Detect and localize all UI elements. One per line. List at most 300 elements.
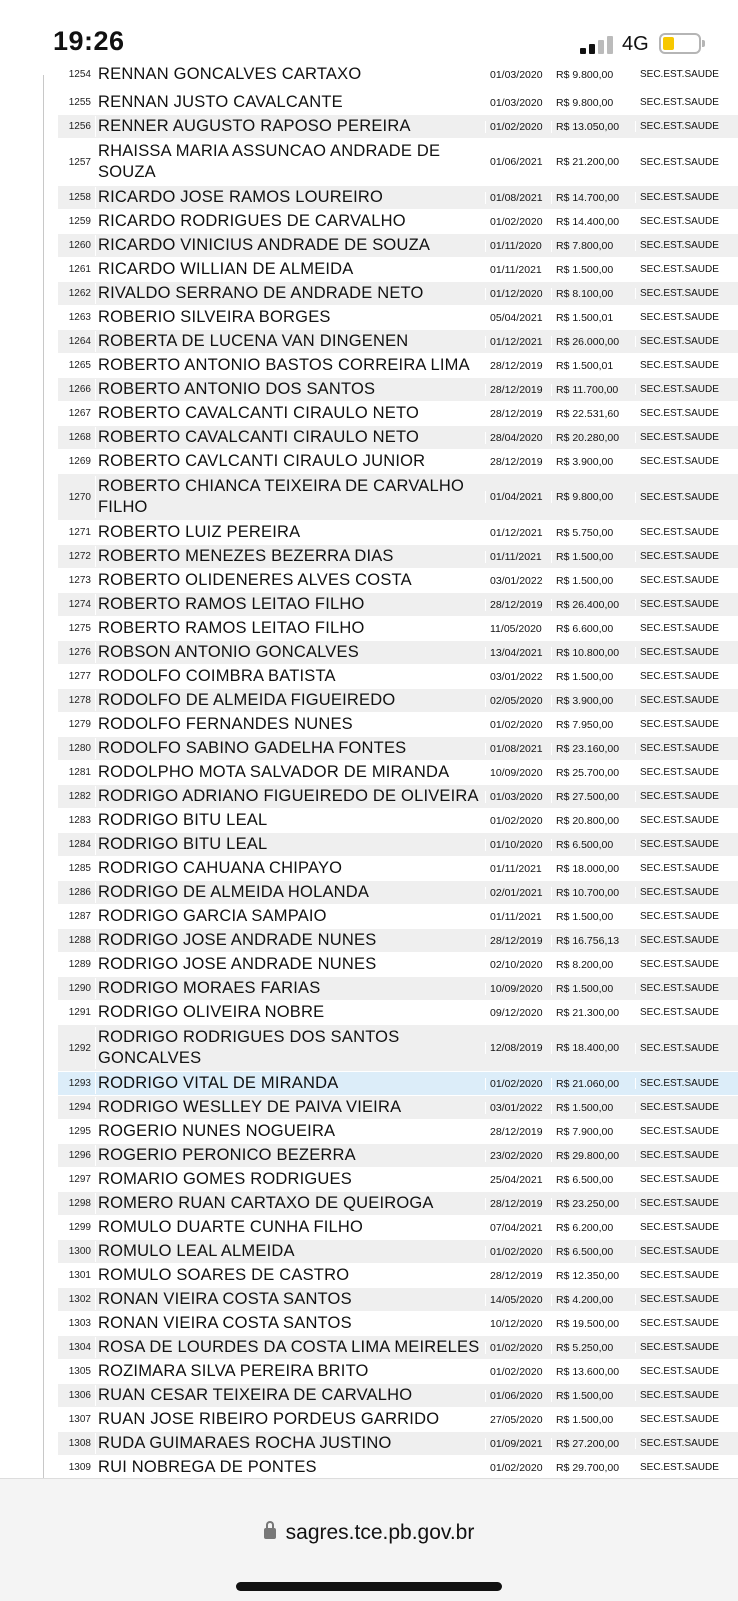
row-name: ROBERTO RAMOS LEITAO FILHO (95, 618, 485, 639)
row-org: SEC.EST.SAUDE (635, 911, 731, 922)
row-value: R$ 1.500,00 (551, 575, 635, 587)
row-value: R$ 1.500,00 (551, 1102, 635, 1114)
row-name: ROGERIO NUNES NOGUEIRA (95, 1121, 485, 1142)
row-value: R$ 12.350,00 (551, 1270, 635, 1282)
table-row[interactable] (58, 1456, 738, 1480)
table-row[interactable] (58, 665, 738, 689)
row-date: 01/11/2020 (485, 240, 551, 252)
row-name: RODOLFO DE ALMEIDA FIGUEIREDO (95, 690, 485, 711)
row-value: R$ 5.250,00 (551, 1342, 635, 1354)
row-name: RODRIGO WESLLEY DE PAIVA VIEIRA (95, 1097, 485, 1118)
row-org: SEC.EST.SAUDE (635, 959, 731, 970)
row-value: R$ 9.800,00 (551, 69, 635, 81)
table-row[interactable] (58, 402, 738, 426)
row-number: 1291 (68, 1007, 91, 1018)
table-row[interactable] (58, 977, 738, 1001)
row-date: 01/02/2020 (485, 1246, 551, 1258)
network-type: 4G (622, 33, 649, 55)
row-org: SEC.EST.SAUDE (635, 551, 731, 562)
row-number: 1268 (68, 432, 91, 443)
table-row[interactable] (58, 641, 738, 665)
row-name: RODRIGO GARCIA SAMPAIO (95, 906, 485, 927)
row-number: 1263 (68, 312, 91, 323)
row-value: R$ 29.700,00 (551, 1462, 635, 1474)
row-date: 09/12/2020 (485, 1007, 551, 1019)
row-value: R$ 1.500,00 (551, 551, 635, 563)
row-number: 1269 (68, 456, 91, 467)
row-number: 1294 (68, 1102, 91, 1113)
row-org: SEC.EST.SAUDE (635, 69, 731, 80)
row-org: SEC.EST.SAUDE (635, 935, 731, 946)
row-number: 1298 (68, 1198, 91, 1209)
row-value: R$ 23.250,00 (551, 1198, 635, 1210)
row-date: 02/01/2021 (485, 887, 551, 899)
row-value: R$ 26.000,00 (551, 336, 635, 348)
address-bar[interactable] (0, 1521, 738, 1545)
row-name: RODRIGO DE ALMEIDA HOLANDA (95, 882, 485, 903)
table-row[interactable] (58, 1264, 738, 1288)
row-value: R$ 1.500,00 (551, 1414, 635, 1426)
row-number: 1305 (68, 1366, 91, 1377)
row-date: 28/12/2019 (485, 1198, 551, 1210)
row-name: RODRIGO BITU LEAL (95, 810, 485, 831)
table-row[interactable] (58, 881, 738, 905)
partial-table-row (58, 65, 738, 91)
table-row[interactable] (58, 1144, 738, 1168)
row-date: 01/02/2020 (485, 815, 551, 827)
row-number: 1288 (68, 935, 91, 946)
row-number: 1264 (68, 336, 91, 347)
row-org: SEC.EST.SAUDE (635, 1198, 731, 1209)
row-org: SEC.EST.SAUDE (635, 623, 731, 634)
row-value: R$ 6.600,00 (551, 623, 635, 635)
row-number: 1309 (68, 1462, 91, 1473)
row-org: SEC.EST.SAUDE (635, 432, 731, 443)
table-row[interactable] (58, 905, 738, 929)
row-date: 01/02/2020 (485, 1366, 551, 1378)
table-row[interactable] (58, 306, 738, 330)
row-value: R$ 27.200,00 (551, 1438, 635, 1450)
row-name: RICARDO RODRIGUES DE CARVALHO (95, 211, 485, 232)
row-name: ROZIMARA SILVA PEREIRA BRITO (95, 1361, 485, 1382)
row-date: 07/04/2021 (485, 1222, 551, 1234)
row-date: 01/06/2021 (485, 156, 551, 168)
row-name: RUDA GUIMARAES ROCHA JUSTINO (95, 1433, 485, 1454)
row-name: RICARDO JOSE RAMOS LOUREIRO (95, 187, 485, 208)
row-org: SEC.EST.SAUDE (635, 1414, 731, 1425)
row-org: SEC.EST.SAUDE (635, 121, 731, 132)
row-org: SEC.EST.SAUDE (635, 408, 731, 419)
row-value: R$ 9.800,00 (551, 491, 635, 503)
row-value: R$ 7.900,00 (551, 1126, 635, 1138)
row-name: RODRIGO VITAL DE MIRANDA (95, 1073, 485, 1094)
row-date: 01/02/2020 (485, 121, 551, 133)
row-name: ROBERTO LUIZ PEREIRA (95, 522, 485, 543)
row-name: ROBERTO MENEZES BEZERRA DIAS (95, 546, 485, 567)
row-org: SEC.EST.SAUDE (635, 157, 731, 168)
row-date: 01/02/2020 (485, 1078, 551, 1090)
row-value: R$ 7.950,00 (551, 719, 635, 731)
row-value: R$ 3.900,00 (551, 695, 635, 707)
row-value: R$ 4.200,00 (551, 1294, 635, 1306)
row-date: 01/02/2020 (485, 719, 551, 731)
row-number: 1262 (68, 288, 91, 299)
row-date: 03/01/2022 (485, 671, 551, 683)
row-number: 1307 (68, 1414, 91, 1425)
table-row[interactable] (58, 689, 738, 713)
row-date: 03/01/2022 (485, 575, 551, 587)
row-number: 1306 (68, 1390, 91, 1401)
row-number: 1275 (68, 623, 91, 634)
row-org: SEC.EST.SAUDE (635, 492, 731, 503)
row-org: SEC.EST.SAUDE (635, 719, 731, 730)
row-number: 1297 (68, 1174, 91, 1185)
row-date: 01/02/2020 (485, 216, 551, 228)
row-org: SEC.EST.SAUDE (635, 288, 731, 299)
table-row[interactable] (58, 1240, 738, 1264)
row-org: SEC.EST.SAUDE (635, 791, 731, 802)
row-value: R$ 21.060,00 (551, 1078, 635, 1090)
row-value: R$ 1.500,00 (551, 983, 635, 995)
row-org: SEC.EST.SAUDE (635, 1462, 731, 1473)
table-row[interactable] (58, 1072, 738, 1096)
row-name: RODRIGO OLIVEIRA NOBRE (95, 1002, 485, 1023)
row-number: 1274 (68, 599, 91, 610)
table-row[interactable] (58, 378, 738, 402)
row-value: R$ 1.500,00 (551, 911, 635, 923)
row-org: SEC.EST.SAUDE (635, 1366, 731, 1377)
row-org: SEC.EST.SAUDE (635, 1078, 731, 1089)
row-org: SEC.EST.SAUDE (635, 1294, 731, 1305)
row-name: RODRIGO ADRIANO FIGUEIREDO DE OLIVEIRA (95, 786, 485, 807)
signal-strength-icon (580, 34, 616, 54)
row-value: R$ 21.200,00 (551, 156, 635, 168)
row-name: ROBERTA DE LUCENA VAN DINGENEN (95, 331, 485, 352)
row-value: R$ 19.500,00 (551, 1318, 635, 1330)
row-date: 14/05/2020 (485, 1294, 551, 1306)
table-row[interactable] (58, 1001, 738, 1025)
salary-table (58, 65, 738, 1504)
row-name: ROBERTO ANTONIO DOS SANTOS (95, 379, 485, 400)
row-org: SEC.EST.SAUDE (635, 1246, 731, 1257)
row-value: R$ 25.700,00 (551, 767, 635, 779)
row-org: SEC.EST.SAUDE (635, 456, 731, 467)
table-row[interactable] (58, 953, 738, 977)
row-value: R$ 14.700,00 (551, 192, 635, 204)
table-row[interactable] (58, 929, 738, 953)
row-value: R$ 1.500,00 (551, 1390, 635, 1402)
table-row[interactable] (58, 713, 738, 737)
row-org: SEC.EST.SAUDE (635, 1270, 731, 1281)
table-row[interactable] (58, 1168, 738, 1192)
row-value: R$ 11.700,00 (551, 384, 635, 396)
lock-icon (264, 1528, 276, 1539)
row-name: ROBERTO CAVALCANTI CIRAULO NETO (95, 427, 485, 448)
row-org: SEC.EST.SAUDE (635, 647, 731, 658)
row-value: R$ 23.160,00 (551, 743, 635, 755)
row-value: R$ 6.500,00 (551, 839, 635, 851)
row-value: R$ 13.050,00 (551, 121, 635, 133)
row-org: SEC.EST.SAUDE (635, 1342, 731, 1353)
row-value: R$ 18.000,00 (551, 863, 635, 875)
row-number: 1267 (68, 408, 91, 419)
row-number: 1292 (68, 1042, 91, 1054)
row-number: 1271 (68, 527, 91, 538)
row-value: R$ 10.700,00 (551, 887, 635, 899)
row-org: SEC.EST.SAUDE (635, 264, 731, 275)
row-value: R$ 13.600,00 (551, 1366, 635, 1378)
row-date: 12/08/2019 (485, 1042, 551, 1054)
table-row[interactable] (58, 1432, 738, 1456)
row-number: 1287 (68, 911, 91, 922)
row-number: 1281 (68, 767, 91, 778)
row-number: 1299 (68, 1222, 91, 1233)
row-date: 01/03/2020 (485, 69, 551, 81)
row-date: 28/12/2019 (485, 456, 551, 468)
row-name: RODRIGO JOSE ANDRADE NUNES (95, 954, 485, 975)
row-number: 1308 (68, 1438, 91, 1449)
row-number: 1284 (68, 839, 91, 850)
row-number: 1266 (68, 384, 91, 395)
row-name: ROMERO RUAN CARTAXO DE QUEIROGA (95, 1193, 485, 1214)
row-org: SEC.EST.SAUDE (635, 1102, 731, 1113)
row-date: 01/11/2021 (485, 863, 551, 875)
row-number: 1296 (68, 1150, 91, 1161)
row-org: SEC.EST.SAUDE (635, 360, 731, 371)
row-date: 01/03/2020 (485, 791, 551, 803)
table-row[interactable] (58, 234, 738, 258)
table-row[interactable] (58, 1192, 738, 1216)
row-date: 02/10/2020 (485, 959, 551, 971)
row-value: R$ 1.500,00 (551, 671, 635, 683)
row-org: SEC.EST.SAUDE (635, 1150, 731, 1161)
row-name: RONAN VIEIRA COSTA SANTOS (95, 1313, 485, 1334)
row-org: SEC.EST.SAUDE (635, 1043, 731, 1054)
row-name: ROBERTO ANTONIO BASTOS CORREIRA LIMA (95, 355, 485, 376)
row-org: SEC.EST.SAUDE (635, 743, 731, 754)
table-row[interactable] (58, 282, 738, 306)
table-row[interactable] (58, 569, 738, 593)
row-number: 1303 (68, 1318, 91, 1329)
table-row[interactable] (58, 1360, 738, 1384)
row-number: 1273 (68, 575, 91, 586)
table-row[interactable] (58, 1312, 738, 1336)
row-date: 11/05/2020 (485, 623, 551, 635)
row-number: 1272 (68, 551, 91, 562)
row-name: RICARDO VINICIUS ANDRADE DE SOUZA (95, 235, 485, 256)
row-date: 10/09/2020 (485, 983, 551, 995)
row-name: RHAISSA MARIA ASSUNCAO ANDRADE DE SOUZA (95, 141, 485, 183)
row-name: ROMARIO GOMES RODRIGUES (95, 1169, 485, 1190)
table-row[interactable] (58, 737, 738, 761)
table-row[interactable] (58, 210, 738, 234)
row-value: R$ 5.750,00 (551, 527, 635, 539)
status-time: 19:26 (53, 26, 125, 56)
row-number: 1279 (68, 719, 91, 730)
table-row[interactable] (58, 1408, 738, 1432)
table-row[interactable] (58, 330, 738, 354)
row-value: R$ 21.300,00 (551, 1007, 635, 1019)
table-row[interactable] (58, 1336, 738, 1360)
row-value: R$ 22.531,60 (551, 408, 635, 420)
row-date: 13/04/2021 (485, 647, 551, 659)
row-org: SEC.EST.SAUDE (635, 839, 731, 850)
row-value: R$ 8.200,00 (551, 959, 635, 971)
row-date: 01/12/2020 (485, 288, 551, 300)
table-row[interactable] (58, 1384, 738, 1408)
row-number: 1286 (68, 887, 91, 898)
row-org: SEC.EST.SAUDE (635, 527, 731, 538)
table-row[interactable] (58, 1096, 738, 1120)
row-value: R$ 1.500,01 (551, 360, 635, 372)
table-row[interactable] (58, 426, 738, 450)
row-name: RENNAN JUSTO CAVALCANTE (95, 92, 485, 113)
row-number: 1283 (68, 815, 91, 826)
row-number: 1301 (68, 1270, 91, 1281)
row-org: SEC.EST.SAUDE (635, 983, 731, 994)
row-name: RIVALDO SERRANO DE ANDRADE NETO (95, 283, 485, 304)
table-row[interactable] (58, 474, 738, 521)
row-name: RUAN JOSE RIBEIRO PORDEUS GARRIDO (95, 1409, 485, 1430)
row-org: SEC.EST.SAUDE (635, 671, 731, 682)
row-date: 23/02/2020 (485, 1150, 551, 1162)
row-name: ROBERTO CHIANCA TEIXEIRA DE CARVALHO FILHO (95, 476, 485, 518)
battery-icon (659, 33, 701, 54)
row-number: 1259 (68, 216, 91, 227)
row-date: 25/04/2021 (485, 1174, 551, 1186)
row-date: 01/04/2021 (485, 491, 551, 503)
table-row[interactable] (58, 1288, 738, 1312)
table-row[interactable] (58, 139, 738, 186)
row-value: R$ 29.800,00 (551, 1150, 635, 1162)
row-number: 1277 (68, 671, 91, 682)
row-number: 1276 (68, 647, 91, 658)
table-row[interactable] (58, 617, 738, 641)
table-row[interactable] (58, 354, 738, 378)
row-org: SEC.EST.SAUDE (635, 1007, 731, 1018)
row-value: R$ 6.200,00 (551, 1222, 635, 1234)
row-number: 1289 (68, 959, 91, 970)
row-name: RODRIGO MORAES FARIAS (95, 978, 485, 999)
row-org: SEC.EST.SAUDE (635, 1222, 731, 1233)
row-number: 1256 (68, 121, 91, 132)
row-value: R$ 3.900,00 (551, 456, 635, 468)
table-row[interactable] (58, 857, 738, 881)
home-indicator[interactable] (236, 1582, 502, 1591)
table-frame-line (43, 75, 44, 1500)
table-row[interactable] (58, 1120, 738, 1144)
table-row[interactable] (58, 258, 738, 282)
row-date: 01/02/2020 (485, 1462, 551, 1474)
row-number: 1300 (68, 1246, 91, 1257)
row-name: ROMULO DUARTE CUNHA FILHO (95, 1217, 485, 1238)
page-content[interactable] (0, 65, 738, 1500)
row-date: 28/04/2020 (485, 432, 551, 444)
row-org: SEC.EST.SAUDE (635, 1390, 731, 1401)
table-row[interactable] (58, 450, 738, 474)
table-row[interactable] (58, 761, 738, 785)
row-org: SEC.EST.SAUDE (635, 336, 731, 347)
row-date: 28/12/2019 (485, 384, 551, 396)
row-name: RUAN CESAR TEIXEIRA DE CARVALHO (95, 1385, 485, 1406)
row-date: 01/11/2021 (485, 264, 551, 276)
row-value: R$ 7.800,00 (551, 240, 635, 252)
row-value: R$ 8.100,00 (551, 288, 635, 300)
row-name: RODRIGO BITU LEAL (95, 834, 485, 855)
row-org: SEC.EST.SAUDE (635, 216, 731, 227)
table-row[interactable] (58, 545, 738, 569)
row-number: 1304 (68, 1342, 91, 1353)
row-number: 1270 (68, 491, 91, 503)
row-name: ROBERTO CAVALCANTI CIRAULO NETO (95, 403, 485, 424)
row-number: 1302 (68, 1294, 91, 1305)
row-date: 01/11/2021 (485, 551, 551, 563)
table-row[interactable] (58, 833, 738, 857)
row-org: SEC.EST.SAUDE (635, 1126, 731, 1137)
row-org: SEC.EST.SAUDE (635, 887, 731, 898)
row-name: ROBERIO SILVEIRA BORGES (95, 307, 485, 328)
row-date: 28/12/2019 (485, 935, 551, 947)
table-row[interactable] (58, 809, 738, 833)
row-name: RICARDO WILLIAN DE ALMEIDA (95, 259, 485, 280)
row-name: RODOLPHO MOTA SALVADOR DE MIRANDA (95, 762, 485, 783)
row-name: RUI NOBREGA DE PONTES (95, 1457, 485, 1478)
table-row[interactable] (58, 593, 738, 617)
row-name: RENNAN GONCALVES CARTAXO (95, 64, 485, 85)
row-date: 02/05/2020 (485, 695, 551, 707)
row-name: ROBERTO CAVLCANTI CIRAULO JUNIOR (95, 451, 485, 472)
row-name: RODRIGO RODRIGUES DOS SANTOS GONCALVES (95, 1027, 485, 1069)
row-number: 1255 (68, 97, 91, 108)
row-date: 10/12/2020 (485, 1318, 551, 1330)
row-value: R$ 20.280,00 (551, 432, 635, 444)
row-date: 01/08/2021 (485, 743, 551, 755)
row-number: 1295 (68, 1126, 91, 1137)
row-value: R$ 10.800,00 (551, 647, 635, 659)
row-name: ROMULO LEAL ALMEIDA (95, 1241, 485, 1262)
table-row[interactable] (58, 186, 738, 210)
row-name: RODOLFO COIMBRA BATISTA (95, 666, 485, 687)
row-date: 01/11/2021 (485, 911, 551, 923)
row-org: SEC.EST.SAUDE (635, 599, 731, 610)
row-date: 01/02/2020 (485, 1342, 551, 1354)
table-row[interactable] (58, 1025, 738, 1072)
row-value: R$ 16.756,13 (551, 935, 635, 947)
row-number: 1257 (68, 156, 91, 168)
table-row[interactable] (58, 91, 738, 115)
row-name: RODOLFO FERNANDES NUNES (95, 714, 485, 735)
row-org: SEC.EST.SAUDE (635, 1438, 731, 1449)
row-date: 01/08/2021 (485, 192, 551, 204)
table-row[interactable] (58, 785, 738, 809)
row-number: 1258 (68, 192, 91, 203)
row-name: ROBERTO RAMOS LEITAO FILHO (95, 594, 485, 615)
row-org: SEC.EST.SAUDE (635, 863, 731, 874)
row-value: R$ 6.500,00 (551, 1174, 635, 1186)
row-number: 1261 (68, 264, 91, 275)
row-org: SEC.EST.SAUDE (635, 192, 731, 203)
row-name: RENNER AUGUSTO RAPOSO PEREIRA (95, 116, 485, 137)
row-org: SEC.EST.SAUDE (635, 240, 731, 251)
table-row[interactable] (58, 115, 738, 139)
row-name: ROBSON ANTONIO GONCALVES (95, 642, 485, 663)
row-name: RODRIGO JOSE ANDRADE NUNES (95, 930, 485, 951)
table-row[interactable] (58, 521, 738, 545)
table-row[interactable] (58, 1216, 738, 1240)
row-date: 03/01/2022 (485, 1102, 551, 1114)
row-date: 10/09/2020 (485, 767, 551, 779)
row-date: 01/12/2021 (485, 336, 551, 348)
